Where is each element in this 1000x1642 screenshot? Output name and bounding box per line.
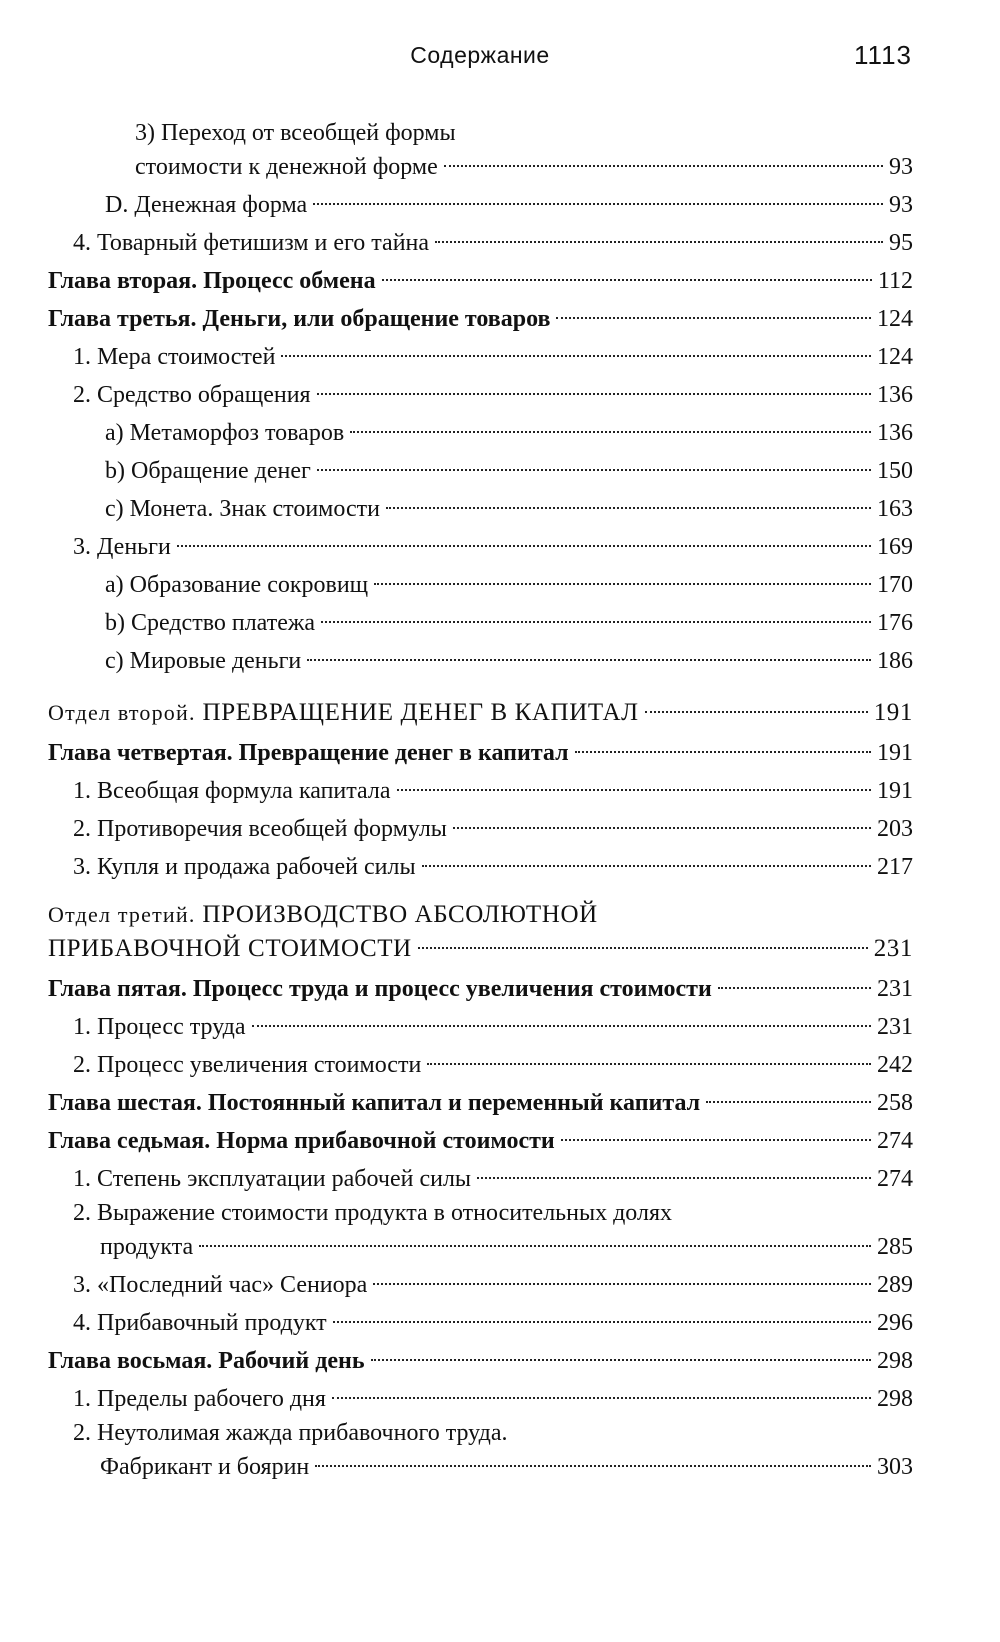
toc-entry-title: Глава шестая. Постоянный капитал и переменный капитал [48, 1090, 701, 1116]
toc-entry [48, 1160, 913, 1198]
toc-entry-line [48, 148, 913, 186]
toc-entry-line [48, 338, 913, 376]
toc-entry [48, 300, 913, 338]
toc-page-number: 203 [877, 816, 913, 842]
toc-entry-title: a) Образование сокровищ [105, 572, 369, 598]
running-header [48, 38, 912, 78]
toc-entry-line [48, 1046, 913, 1084]
toc-entry-line [48, 810, 913, 848]
toc-entry-title: 2. Средство обращения [73, 382, 311, 408]
toc-entry-title: 1. Мера стоимостей [73, 344, 276, 370]
toc-entry-title: b) Обращение денег [105, 458, 311, 484]
toc-entry [48, 1342, 913, 1380]
toc-entry-title: D. Денежная форма [105, 192, 308, 218]
toc-entry-label [73, 1266, 367, 1304]
toc-page-number: 242 [877, 1052, 913, 1078]
toc-entry-line [48, 1304, 913, 1342]
dot-leader [350, 431, 871, 433]
dot-leader [374, 583, 871, 585]
toc-entry [48, 414, 913, 452]
toc-entry-label [48, 262, 376, 300]
toc-entry-line [48, 1228, 913, 1266]
toc-entry-line [48, 1448, 913, 1486]
section-lead: Отдел третий. [48, 902, 196, 927]
toc-entry-label [48, 734, 569, 772]
toc-entry-line [48, 772, 913, 810]
toc-page-number: 150 [877, 458, 913, 484]
toc-entry-line [48, 930, 913, 968]
toc-page-number: 274 [877, 1166, 913, 1192]
toc-entry-title: Глава вторая. Процесс обмена [48, 268, 376, 294]
toc-entry [48, 1266, 913, 1304]
toc-entry-label [48, 1122, 555, 1160]
dot-leader [427, 1063, 871, 1065]
toc-entry-label [73, 1228, 193, 1266]
dot-leader [317, 469, 871, 471]
toc-entry-title: Глава четвертая. Превращение денег в капитал [48, 740, 569, 766]
toc-entry-title: Глава седьмая. Норма прибавочной стоимости [48, 1128, 555, 1154]
toc-entry-label [105, 414, 344, 452]
toc-entry-line [48, 376, 913, 414]
toc-entry-label [73, 772, 391, 810]
toc-entry [48, 694, 913, 732]
dot-leader [556, 317, 871, 319]
toc-entry-label [105, 604, 315, 642]
toc-page-number: 289 [877, 1272, 913, 1298]
toc-entry [48, 338, 913, 376]
toc-entry-label [48, 1342, 365, 1380]
toc-entry-title: Фабрикант и боярин [100, 1454, 310, 1480]
toc-page-number: 124 [877, 306, 913, 332]
toc-entry-title: 2. Процесс увеличения стоимости [73, 1052, 422, 1078]
toc-entry-first-line-text: ПРОИЗВОДСТВО АБСОЛЮТНОЙ [202, 901, 598, 928]
toc-entry-title: 3. Купля и продажа рабочей силы [73, 854, 416, 880]
toc-entry-label [73, 338, 275, 376]
toc-entry [48, 1046, 913, 1084]
toc-entry-line [48, 566, 913, 604]
dot-leader [706, 1101, 871, 1103]
toc-entry-first-line [48, 118, 913, 148]
toc-entry-label [73, 1304, 327, 1342]
toc-entry [48, 1304, 913, 1342]
dot-leader [313, 203, 883, 205]
toc-entry-title: 1. Степень эксплуатации рабочей силы [73, 1166, 472, 1192]
toc-entry-line [48, 1122, 913, 1160]
toc-entry-first-line [48, 1198, 913, 1228]
toc-entry-line [48, 694, 913, 732]
dot-leader [373, 1283, 871, 1285]
toc-page-number: 186 [877, 648, 913, 674]
toc-entry-title: 4. Прибавочный продукт [73, 1310, 327, 1336]
toc-entry [48, 376, 913, 414]
toc-entry-label [105, 566, 368, 604]
toc-entry-title: ПРИБАВОЧНОЙ СТОИМОСТИ [48, 935, 412, 962]
toc-entry-line [48, 1342, 913, 1380]
toc-entry [48, 1122, 913, 1160]
toc-page-number: 258 [877, 1090, 913, 1116]
toc-entry-line [48, 848, 913, 886]
toc-entry [48, 118, 913, 186]
toc-entry-line [48, 1160, 913, 1198]
toc-page-number: 296 [877, 1310, 913, 1336]
dot-leader [397, 789, 871, 791]
toc-entry [48, 848, 913, 886]
toc-entry-line [48, 186, 913, 224]
toc-entry-title: c) Монета. Знак стоимости [105, 496, 380, 522]
toc-page-number: 217 [877, 854, 913, 880]
toc-entry-label [73, 848, 416, 886]
dot-leader [477, 1177, 871, 1179]
toc-entry-label [105, 452, 311, 490]
dot-leader [321, 621, 871, 623]
toc-entry-label [73, 1448, 309, 1486]
toc-page-number: 93 [889, 154, 913, 180]
toc-entry-line [48, 734, 913, 772]
toc-entry-label [73, 810, 447, 848]
toc-page-number: 274 [877, 1128, 913, 1154]
toc-entry-title: 4. Товарный фетишизм и его тайна [73, 230, 430, 256]
toc-entry-line [48, 1084, 913, 1122]
dot-leader [333, 1321, 871, 1323]
toc-entry-line [48, 1008, 913, 1046]
dot-leader [307, 659, 871, 661]
toc-entry-title: 2. Противоречия всеобщей формулы [73, 816, 447, 842]
dot-leader [177, 545, 871, 547]
toc-entry-title: Глава пятая. Процесс труда и процесс увеличения стоимости [48, 976, 712, 1002]
toc-entry-label [105, 490, 380, 528]
dot-leader [281, 355, 871, 357]
toc-page-number: 298 [877, 1386, 913, 1412]
toc-page-number: 191 [877, 740, 913, 766]
toc-entry-label [105, 186, 307, 224]
toc-entry [48, 490, 913, 528]
toc-page-number: 136 [877, 382, 913, 408]
toc-entry [48, 810, 913, 848]
toc-entry-line [48, 300, 913, 338]
toc-entry-label [73, 1046, 421, 1084]
toc-entry-label [48, 930, 412, 968]
toc-entry-first-line-text: 3) Переход от всеобщей формы [135, 120, 456, 146]
toc-entry-label [48, 300, 550, 338]
dot-leader [444, 165, 883, 167]
toc-entry-label [73, 528, 171, 566]
toc-entry [48, 1380, 913, 1418]
toc-entry-label [135, 148, 438, 186]
toc-entry-label [73, 224, 429, 262]
dot-leader [422, 865, 871, 867]
toc-page-number: 163 [877, 496, 913, 522]
toc-entry-label [73, 1160, 471, 1198]
toc-entry-line [48, 642, 913, 680]
dot-leader [199, 1245, 871, 1247]
toc-entry-label [73, 1380, 326, 1418]
header-title: Содержание [410, 42, 550, 68]
toc-entry [48, 1198, 913, 1266]
toc-page-number: 93 [889, 192, 913, 218]
toc-entry-label [48, 970, 712, 1008]
toc-page-number: 112 [877, 268, 913, 294]
section-lead: Отдел второй. [48, 700, 196, 725]
toc-entry-title: Глава третья. Деньги, или обращение товаров [48, 306, 551, 332]
dot-leader [252, 1025, 871, 1027]
toc-page-number: 231 [877, 976, 913, 1002]
dot-leader [386, 507, 871, 509]
toc-page-number: 136 [877, 420, 913, 446]
toc-entry-title: 3. «Последний час» Сениора [73, 1272, 368, 1298]
toc-page-number: 176 [877, 610, 913, 636]
dot-leader [317, 393, 871, 395]
toc-entry-first-line-text: 2. Неутолимая жажда прибавочного труда. [73, 1420, 508, 1446]
toc-entry-label [73, 1008, 246, 1046]
dot-leader [718, 987, 871, 989]
dot-leader [382, 279, 872, 281]
toc-page-number: 124 [877, 344, 913, 370]
table-of-contents [48, 118, 913, 1486]
toc-entry-title: стоимости к денежной форме [135, 154, 438, 180]
toc-entry-first-line [48, 900, 913, 930]
toc-entry-line [48, 1380, 913, 1418]
toc-entry-label [48, 1084, 700, 1122]
toc-entry [48, 970, 913, 1008]
dot-leader [453, 827, 871, 829]
dot-leader [645, 711, 868, 713]
toc-entry [48, 186, 913, 224]
toc-page-number: 191 [873, 699, 913, 726]
toc-entry-first-line [48, 1418, 913, 1448]
toc-entry-title: Глава восьмая. Рабочий день [48, 1348, 365, 1374]
toc-entry-line [48, 452, 913, 490]
toc-entry-line [48, 262, 913, 300]
toc-entry [48, 452, 913, 490]
toc-entry-label [73, 376, 311, 414]
toc-page-number: 191 [877, 778, 913, 804]
toc-entry [48, 528, 913, 566]
toc-entry [48, 1008, 913, 1046]
toc-entry-title: 3. Деньги [73, 534, 171, 560]
dot-leader [435, 241, 883, 243]
dot-leader [418, 947, 868, 949]
toc-entry [48, 734, 913, 772]
toc-entry-line [48, 490, 913, 528]
toc-page-number: 231 [877, 1014, 913, 1040]
toc-entry [48, 900, 913, 968]
toc-entry-title: 1. Всеобщая формула капитала [73, 778, 391, 804]
toc-entry-title: 1. Процесс труда [73, 1014, 246, 1040]
toc-entry-first-line-text: 2. Выражение стоимости продукта в относительных долях [73, 1200, 673, 1226]
toc-page-number: 169 [877, 534, 913, 560]
dot-leader [332, 1397, 871, 1399]
toc-page-number: 95 [889, 230, 913, 256]
toc-entry-title: b) Средство платежа [105, 610, 316, 636]
toc-page-number: 298 [877, 1348, 913, 1374]
toc-entry-title: ПРЕВРАЩЕНИЕ ДЕНЕГ В КАПИТАЛ [202, 699, 639, 726]
toc-entry-label [105, 642, 301, 680]
toc-entry-label [48, 694, 639, 732]
dot-leader [315, 1465, 871, 1467]
toc-entry [48, 224, 913, 262]
dot-leader [561, 1139, 871, 1141]
toc-page-number: 285 [877, 1234, 913, 1260]
toc-entry [48, 1084, 913, 1122]
toc-entry [48, 642, 913, 680]
toc-entry-title: 1. Пределы рабочего дня [73, 1386, 326, 1412]
toc-entry-line [48, 970, 913, 1008]
dot-leader [575, 751, 871, 753]
toc-entry [48, 1418, 913, 1486]
toc-page-number: 170 [877, 572, 913, 598]
toc-entry [48, 262, 913, 300]
toc-entry-title: a) Метаморфоз товаров [105, 420, 345, 446]
toc-entry-line [48, 1266, 913, 1304]
toc-entry-line [48, 224, 913, 262]
toc-entry-line [48, 528, 913, 566]
dot-leader [371, 1359, 871, 1361]
toc-page-number: 303 [877, 1454, 913, 1480]
header-page-number: 1113 [854, 40, 912, 70]
toc-entry [48, 604, 913, 642]
toc-entry [48, 566, 913, 604]
toc-entry-title: продукта [100, 1234, 194, 1260]
toc-page-number: 231 [873, 935, 913, 962]
toc-entry-title: c) Мировые деньги [105, 648, 302, 674]
toc-entry-line [48, 414, 913, 452]
toc-entry [48, 772, 913, 810]
toc-entry-line [48, 604, 913, 642]
